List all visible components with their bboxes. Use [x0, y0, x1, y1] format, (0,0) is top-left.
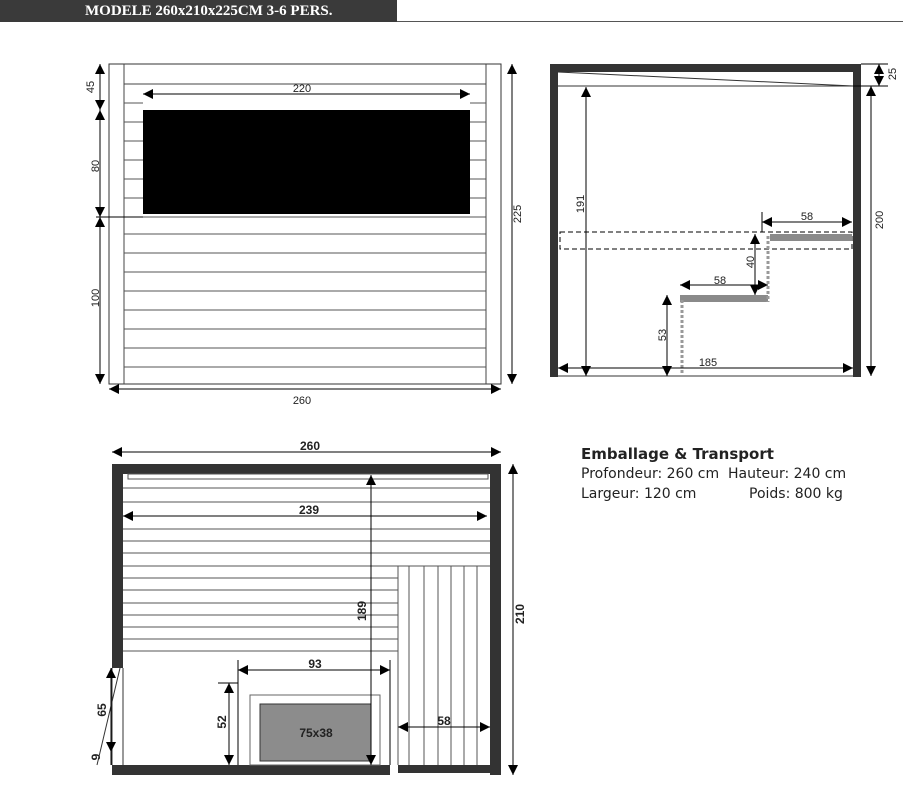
- dim-label-45: 45: [85, 80, 97, 94]
- plan-top-wall: [112, 464, 501, 474]
- side-left-wall: [550, 64, 558, 377]
- dim-label-200: 200: [874, 210, 886, 230]
- packaging-title: Emballage & Transport: [581, 445, 774, 463]
- packaging-height: Hauteur: 240 cm: [728, 466, 847, 482]
- plan-upper-bench-slats: [123, 474, 490, 651]
- side-right-wall: [853, 64, 861, 377]
- dim-label-189: 189: [355, 600, 369, 622]
- plan-left-wall: [112, 464, 123, 668]
- side-roof: [550, 64, 861, 72]
- dim-label-260-front: 260: [292, 395, 312, 407]
- dim-label-58-plan: 58: [437, 714, 451, 728]
- upper-bench: [770, 234, 852, 241]
- dim-label-93: 93: [308, 657, 322, 671]
- packaging-weight: Poids: 800 kg: [749, 486, 843, 502]
- packaging-row-2: [581, 484, 881, 504]
- front-view: [85, 64, 524, 407]
- dim-label-58-upper: 58: [800, 211, 814, 223]
- packaging-depth: Profondeur: 260 cm: [581, 466, 720, 482]
- dim-label-210: 210: [513, 603, 527, 625]
- plan-bottom-wall: [112, 765, 390, 775]
- dim-label-80: 80: [90, 159, 102, 173]
- dim-label-58-lower: 58: [713, 275, 727, 287]
- dim-label-40: 40: [745, 255, 757, 269]
- dim-label-185: 185: [698, 357, 718, 369]
- side-view: [550, 64, 899, 377]
- front-glass-window: [143, 110, 470, 214]
- dim-label-260-plan: 260: [299, 439, 321, 453]
- packaging-width: Largeur: 120 cm: [581, 486, 697, 502]
- dim-label-225: 225: [512, 204, 524, 224]
- plan-right-wall: [490, 464, 501, 775]
- dim-label-191: 191: [575, 194, 587, 214]
- floor-plan: [89, 439, 527, 775]
- dim-label-239: 239: [298, 503, 320, 517]
- dim-label-220: 220: [292, 83, 312, 95]
- dim-label-52: 52: [215, 715, 229, 729]
- plan-bottom-wall-right: [398, 765, 490, 773]
- stove-size-label: 75x38: [299, 726, 333, 740]
- packaging-info: [581, 444, 881, 504]
- dim-label-9: 9: [89, 753, 103, 761]
- dim-label-53: 53: [657, 328, 669, 342]
- plan-side-bench-slats: [398, 566, 490, 765]
- dim-label-65: 65: [95, 703, 109, 717]
- packaging-row-1: [581, 464, 881, 484]
- lower-bench: [680, 295, 768, 302]
- page-title: MODELE 260x210x225CM 3-6 PERS.: [85, 3, 333, 19]
- dim-label-100: 100: [90, 288, 102, 308]
- dim-label-25: 25: [887, 67, 899, 81]
- side-roof-slope: [558, 72, 853, 86]
